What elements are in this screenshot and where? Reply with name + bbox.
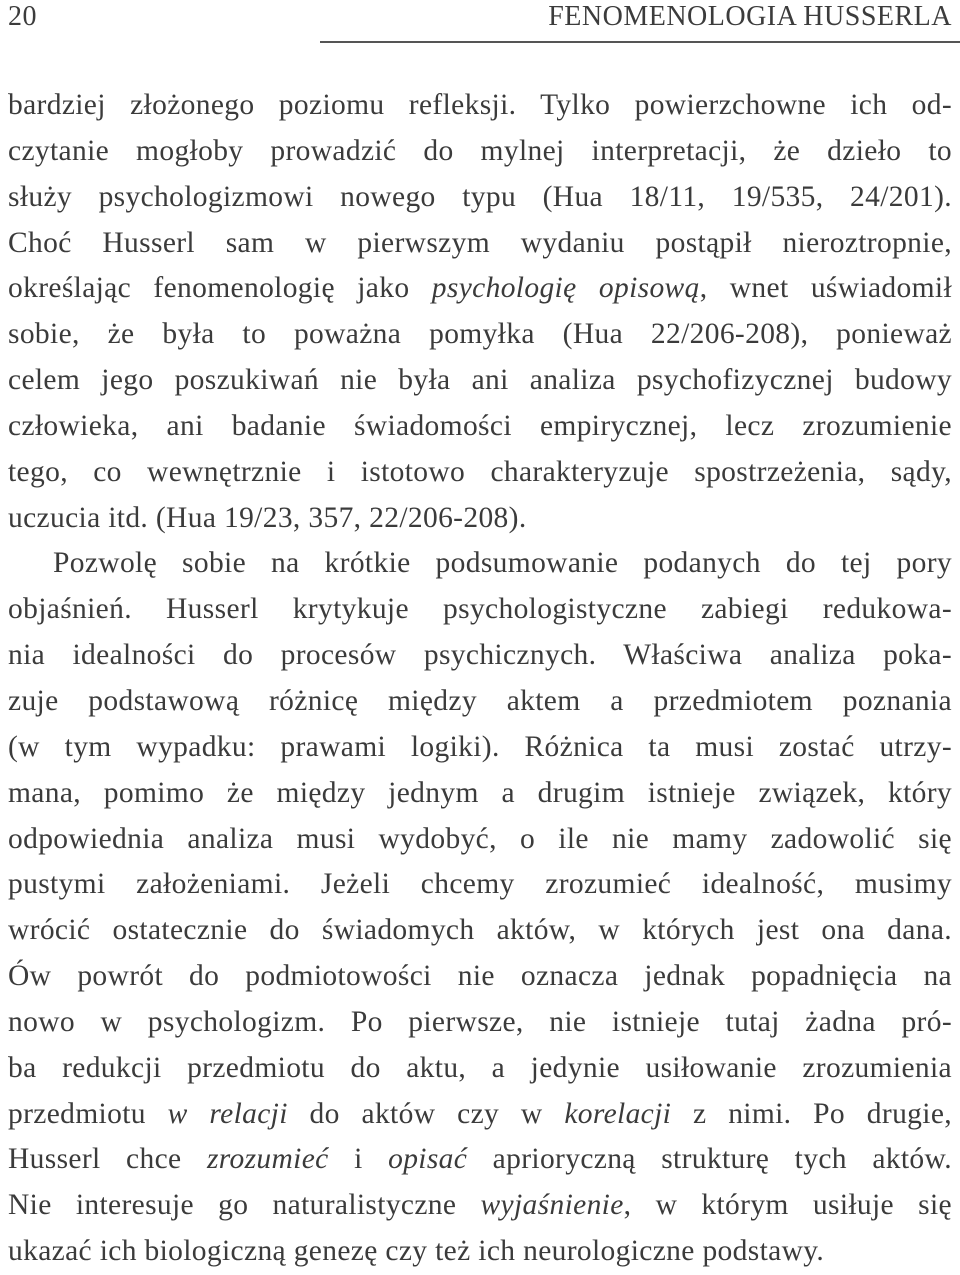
- line: zuje podstawową różnicę między aktem a przedmiotem poznania: [8, 684, 952, 717]
- line: czytanie mogłoby prowadzić do mylnej interpretacji, że dzieło to: [8, 134, 952, 167]
- paragraph-2-line: [8, 908, 952, 954]
- paragraph-2-line: [8, 817, 952, 863]
- paragraph-1-line: [8, 404, 952, 450]
- paragraph-2-line: [8, 725, 952, 771]
- paragraph-1-line: [8, 358, 952, 404]
- line: człowieka, ani badanie świadomości empirycznej, lecz zrozumienie: [8, 409, 952, 442]
- header-rule: [320, 41, 960, 43]
- line: nowo w psychologizm. Po pierwsze, nie istnieje tutaj żadna pró-: [8, 1005, 952, 1038]
- line: sobie, że była to poważna pomyłka (Hua 22/206-208), ponieważ: [8, 318, 952, 351]
- line: objaśnień. Husserl krytykuje psychologistyczne zabiegi redukowa-: [8, 593, 952, 626]
- line: ba redukcji przedmiotu do aktu, a jedynie usiłowanie zrozumienia: [8, 1051, 952, 1084]
- paragraph-1-line: [8, 450, 952, 496]
- line: uczucia itd. (Hua 19/23, 357, 22/206-208).: [8, 501, 527, 534]
- paragraph-2-line: [8, 1092, 952, 1138]
- line: Ów powrót do podmiotowości nie oznacza jednak popadnięcia na: [8, 960, 952, 993]
- paragraph-2: [8, 541, 952, 587]
- paragraph-1-line: [8, 221, 952, 267]
- italic-term: wyjaśnienie: [480, 1189, 624, 1222]
- line: celem jego poszukiwań nie była ani analiza psychofizycznej budowy: [8, 364, 952, 397]
- paragraph-1-line: [8, 129, 952, 175]
- page-number: 20: [8, 1, 37, 32]
- line: tego, co wewnętrznie i istotowo charakteryzuje spostrzeżenia, sądy,: [8, 455, 952, 488]
- line: odpowiednia analiza musi wydobyć, o ile nie mamy zadowolić się: [8, 822, 952, 855]
- line-segment: określając fenomenologię jako: [8, 272, 432, 305]
- line-segment: z nimi. Po drugie,: [671, 1097, 952, 1130]
- line: służy psychologizmowi nowego typu (Hua 18/11, 19/535, 24/201).: [8, 180, 952, 213]
- line: (w tym wypadku: prawami logiki). Różnica ta musi zostać utrzy-: [8, 730, 952, 763]
- paragraph-2-line: [8, 679, 952, 725]
- paragraph-2-line: [8, 633, 952, 679]
- line-segment: , w którym usiłuje się: [623, 1189, 952, 1222]
- paragraph-1: [8, 83, 952, 129]
- body-text: [8, 83, 952, 1275]
- line: bardziej złożonego poziomu refleksji. Tylko powierzchowne ich od-: [8, 89, 952, 121]
- line: Choć Husserl sam w pierwszym wydaniu postąpił nieroztropnie,: [8, 226, 952, 259]
- line-segment: , wnet uświadomił: [699, 272, 952, 305]
- paragraph-1-line: [8, 312, 952, 358]
- line: mana, pomimo że między jednym a drugim istnieje związek, który: [8, 776, 952, 809]
- line: ukazać ich biologiczną genezę czy też ich neurologiczne podstawy.: [8, 1235, 825, 1268]
- paragraph-2-line: [8, 587, 952, 633]
- paragraph-2-line: [8, 771, 952, 817]
- italic-term: korelacji: [564, 1097, 672, 1130]
- line: nia idealności do procesów psychicznych. Właściwa analiza poka-: [8, 639, 952, 672]
- paragraph-2-last-line: [8, 1229, 952, 1275]
- line-segment: aprioryczną strukturę tych aktów.: [467, 1143, 952, 1176]
- italic-term: opisać: [388, 1143, 468, 1176]
- italic-term: zrozumieć: [206, 1143, 329, 1176]
- paragraph-2-line: [8, 1183, 952, 1229]
- line-segment: do aktów czy w: [287, 1097, 565, 1130]
- italic-term: w relacji: [167, 1097, 288, 1130]
- line-segment: przedmiotu: [8, 1097, 168, 1130]
- line-segment: Husserl chce: [8, 1143, 207, 1176]
- line: wrócić ostatecznie do świadomych aktów, w których jest ona dana.: [8, 914, 952, 947]
- line: Pozwolę sobie na krótkie podsumowanie podanych do tej pory: [53, 547, 952, 580]
- line: pustymi założeniami. Jeżeli chcemy zrozumieć idealność, musimy: [8, 868, 952, 901]
- line-segment: Nie interesuje go naturalistyczne: [8, 1189, 481, 1222]
- line-segment: i: [328, 1143, 389, 1176]
- paragraph-2-line: [8, 1046, 952, 1092]
- paragraph-1-last-line: [8, 496, 952, 542]
- running-title: FENOMENOLOGIA HUSSERLA: [548, 1, 952, 32]
- paragraph-1-line: [8, 175, 952, 221]
- paragraph-2-line: [8, 1137, 952, 1183]
- paragraph-2-line: [8, 1000, 952, 1046]
- italic-term: psychologię opisową: [431, 272, 700, 305]
- paragraph-2-line: [8, 954, 952, 1000]
- running-head: [8, 0, 952, 36]
- paragraph-1-line: [8, 266, 952, 312]
- paragraph-2-line: [8, 862, 952, 908]
